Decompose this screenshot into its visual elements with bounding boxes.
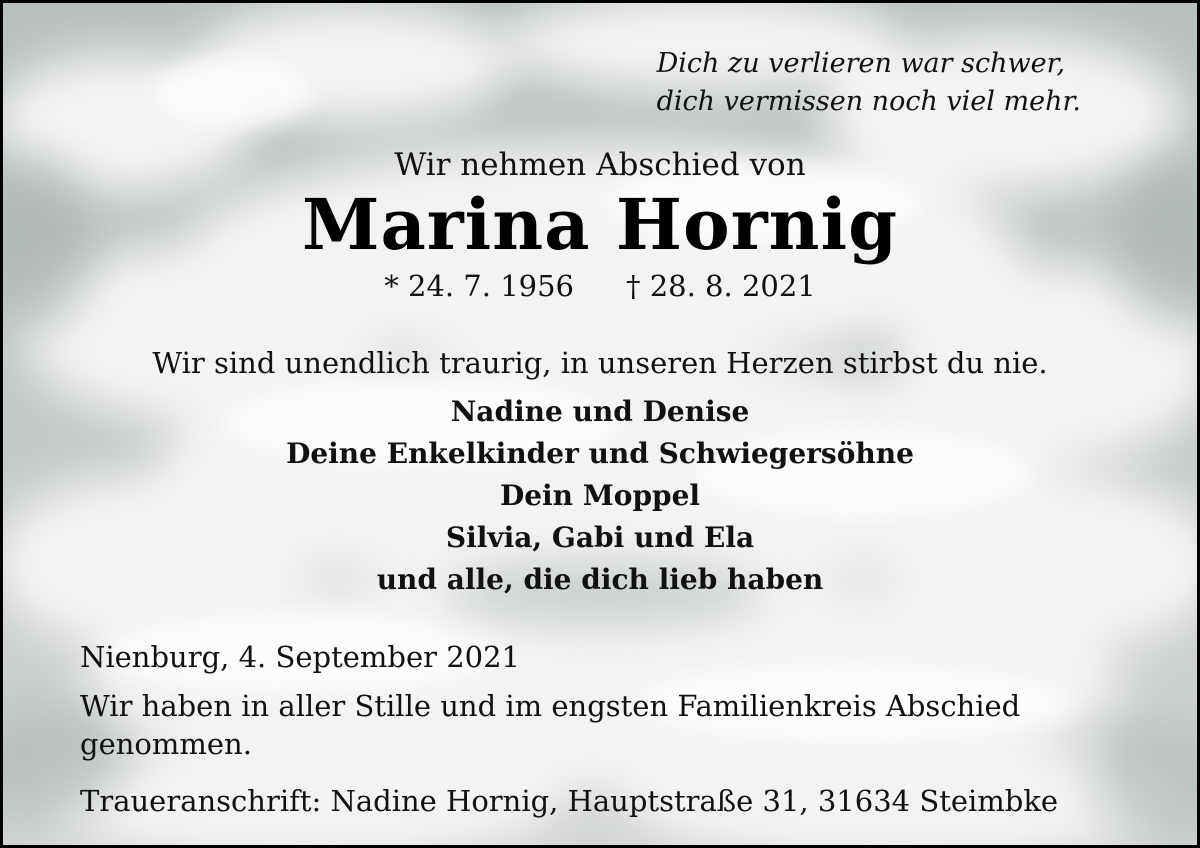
- condolence-sentence: Wir sind unendlich traurig, in unseren Herzen stirbst du nie.: [152, 346, 1048, 380]
- intro-text: Wir nehmen Abschied von: [394, 147, 806, 183]
- deceased-name: Marina Hornig: [301, 183, 899, 266]
- motto-line-2: dich vermissen noch viel mehr.: [656, 86, 1081, 117]
- mourning-address: Traueranschrift: Nadine Hornig, Hauptstraße 31, 31634 Steimbke: [80, 784, 1059, 818]
- birth-date: * 24. 7. 1956: [384, 269, 574, 303]
- mourner-line: Dein Moppel: [499, 479, 701, 512]
- mourner-line: Silvia, Gabi und Ela: [445, 521, 755, 554]
- mourner-line: Nadine und Denise: [450, 395, 750, 428]
- death-date: † 28. 8. 2021: [626, 269, 816, 303]
- mourner-line: und alle, die dich lieb haben: [376, 563, 824, 596]
- motto-verse: [657, 45, 1081, 121]
- mourners-list: [3, 391, 1197, 601]
- life-dates: [3, 269, 1197, 303]
- mourner-line: Deine Enkelkinder und Schwiegersöhne: [286, 437, 914, 470]
- place-date: Nienburg, 4. September 2021: [80, 640, 520, 674]
- farewell-note: Wir haben in aller Stille und im engsten Familienkreis Abschied genommen.: [80, 689, 1021, 761]
- motto-line-1: Dich zu verlieren war schwer,: [656, 48, 1066, 79]
